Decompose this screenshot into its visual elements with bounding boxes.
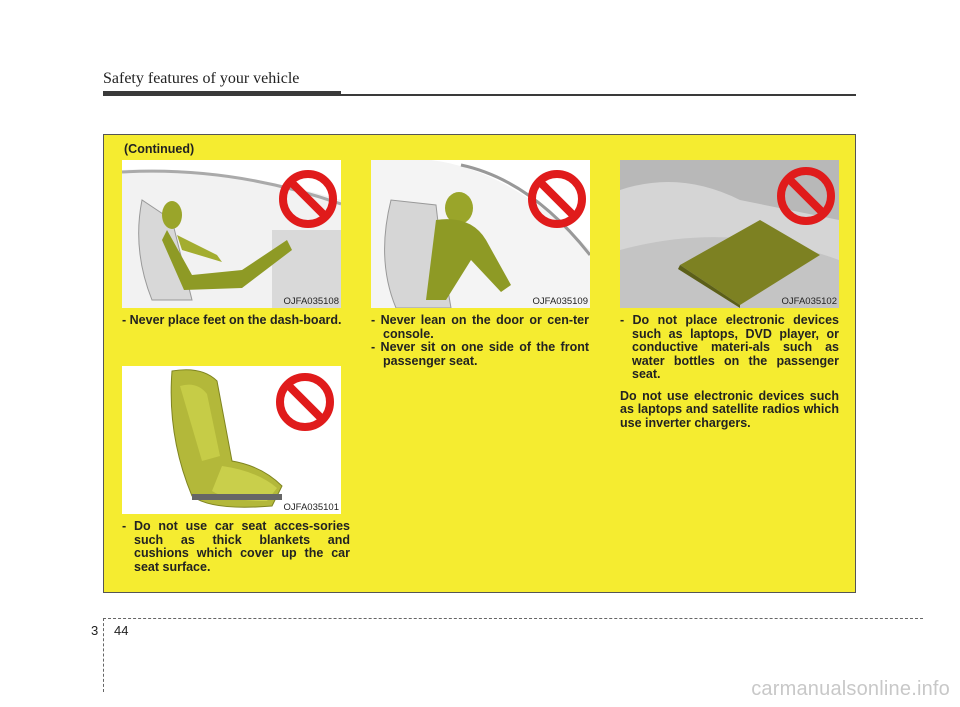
bullet-electronic-devices: - Do not place electronic devices such as laptops, DVD player, or conductive materi-als such as water bottles on the passenger seat. (620, 313, 839, 381)
col2-text (371, 314, 589, 368)
prohibition-icon (277, 168, 339, 230)
watermark: carmanualsonline.info (751, 678, 950, 700)
col3-text (620, 314, 839, 430)
continued-label: (Continued) (124, 142, 195, 156)
note-inverter-chargers: Do not use electronic devices such as laptops and satellite radios which use inverter chargers. (620, 388, 839, 430)
header-rule-thin (341, 94, 856, 96)
footer-divider-vertical (103, 618, 104, 692)
header-rule-dark (103, 91, 341, 96)
bullet-seat-accessories: - Do not use car seat acces-sories such as thick blankets and cushions which cover up the car seat surface. (122, 519, 350, 574)
figure-code: OJFA035108 (283, 296, 339, 307)
prohibition-icon (526, 168, 588, 230)
prohibition-icon (274, 371, 336, 433)
figure-seat-cover (122, 366, 341, 514)
col1-text-bottom (122, 520, 350, 574)
figure-code: OJFA035101 (283, 502, 339, 513)
page-header-title: Safety features of your vehicle (103, 70, 300, 87)
page-number: 44 (114, 623, 129, 638)
chapter-number: 3 (91, 623, 99, 638)
figure-code: OJFA035102 (781, 296, 837, 307)
figure-laptop-on-seat (620, 160, 839, 308)
prohibition-icon (775, 165, 837, 227)
bullet-lean-door: - Never lean on the door or cen-ter console. (371, 313, 589, 341)
bullet-sit-side: - Never sit on one side of the front passenger seat. (371, 340, 589, 368)
figure-code: OJFA035109 (532, 296, 588, 307)
col1-text-top (122, 314, 350, 328)
figure-lean-on-door (371, 160, 590, 308)
figure-feet-on-dashboard (122, 160, 341, 308)
footer-divider (103, 618, 923, 619)
bullet-feet-dashboard: - Never place feet on the dash-board. (122, 313, 342, 327)
